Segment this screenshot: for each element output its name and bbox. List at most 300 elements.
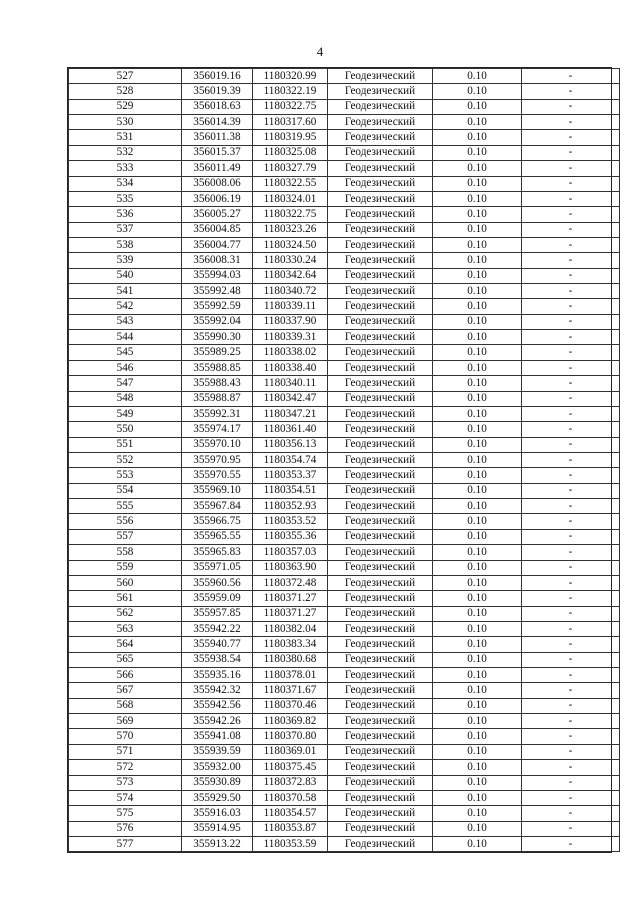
accuracy-cell: 0.10: [433, 253, 522, 268]
description-cell: -: [522, 145, 620, 160]
x-coordinate-cell: 355988.43: [182, 376, 253, 391]
y-coordinate-cell: 1180354.51: [253, 483, 328, 498]
y-coordinate-cell: 1180322.75: [253, 99, 328, 114]
x-coordinate-cell: 355942.56: [182, 698, 253, 713]
table-row: [69, 468, 620, 483]
point-number-cell: 576: [69, 821, 182, 836]
point-number-cell: 571: [69, 744, 182, 759]
point-number-cell: 577: [69, 836, 182, 851]
x-coordinate-cell: 356011.38: [182, 130, 253, 145]
table-row: [69, 775, 620, 790]
y-coordinate-cell: 1180372.48: [253, 575, 328, 590]
description-cell: -: [522, 360, 620, 375]
description-cell: -: [522, 729, 620, 744]
y-coordinate-cell: 1180355.36: [253, 529, 328, 544]
x-coordinate-cell: 355941.08: [182, 729, 253, 744]
description-cell: -: [522, 284, 620, 299]
table-row: [69, 668, 620, 683]
accuracy-cell: 0.10: [433, 468, 522, 483]
method-cell: Геодезический: [328, 744, 433, 759]
table-row: [69, 422, 620, 437]
point-number-cell: 538: [69, 237, 182, 252]
description-cell: -: [522, 606, 620, 621]
description-cell: -: [522, 790, 620, 805]
accuracy-cell: 0.10: [433, 575, 522, 590]
accuracy-cell: 0.10: [433, 560, 522, 575]
table-row: [69, 452, 620, 467]
method-cell: Геодезический: [328, 69, 433, 84]
y-coordinate-cell: 1180347.21: [253, 406, 328, 421]
point-number-cell: 570: [69, 729, 182, 744]
description-cell: -: [522, 483, 620, 498]
method-cell: Геодезический: [328, 591, 433, 606]
y-coordinate-cell: 1180353.59: [253, 836, 328, 851]
x-coordinate-cell: 355988.85: [182, 360, 253, 375]
table-row: [69, 376, 620, 391]
point-number-cell: 546: [69, 360, 182, 375]
description-cell: -: [522, 115, 620, 130]
method-cell: Геодезический: [328, 606, 433, 621]
description-cell: -: [522, 422, 620, 437]
accuracy-cell: 0.10: [433, 637, 522, 652]
y-coordinate-cell: 1180338.02: [253, 345, 328, 360]
accuracy-cell: 0.10: [433, 452, 522, 467]
point-number-cell: 558: [69, 545, 182, 560]
point-number-cell: 539: [69, 253, 182, 268]
x-coordinate-cell: 355942.26: [182, 714, 253, 729]
method-cell: Геодезический: [328, 637, 433, 652]
point-number-cell: 533: [69, 161, 182, 176]
x-coordinate-cell: 355974.17: [182, 422, 253, 437]
table-row: [69, 84, 620, 99]
y-coordinate-cell: 1180320.99: [253, 69, 328, 84]
point-number-cell: 532: [69, 145, 182, 160]
y-coordinate-cell: 1180322.75: [253, 207, 328, 222]
point-number-cell: 548: [69, 391, 182, 406]
method-cell: Геодезический: [328, 729, 433, 744]
y-coordinate-cell: 1180353.52: [253, 514, 328, 529]
table-row: [69, 437, 620, 452]
point-number-cell: 561: [69, 591, 182, 606]
point-number-cell: 529: [69, 99, 182, 114]
y-coordinate-cell: 1180371.27: [253, 606, 328, 621]
table-row: [69, 652, 620, 667]
accuracy-cell: 0.10: [433, 422, 522, 437]
y-coordinate-cell: 1180370.46: [253, 698, 328, 713]
y-coordinate-cell: 1180354.57: [253, 806, 328, 821]
accuracy-cell: 0.10: [433, 191, 522, 206]
description-cell: -: [522, 499, 620, 514]
point-number-cell: 552: [69, 452, 182, 467]
x-coordinate-cell: 356004.77: [182, 237, 253, 252]
x-coordinate-cell: 355929.50: [182, 790, 253, 805]
x-coordinate-cell: 356004.85: [182, 222, 253, 237]
method-cell: Геодезический: [328, 698, 433, 713]
x-coordinate-cell: 356015.37: [182, 145, 253, 160]
x-coordinate-cell: 355989.25: [182, 345, 253, 360]
x-coordinate-cell: 356011.49: [182, 161, 253, 176]
x-coordinate-cell: 356005.27: [182, 207, 253, 222]
x-coordinate-cell: 355992.04: [182, 314, 253, 329]
table-row: [69, 714, 620, 729]
x-coordinate-cell: 355913.22: [182, 836, 253, 851]
accuracy-cell: 0.10: [433, 775, 522, 790]
y-coordinate-cell: 1180340.72: [253, 284, 328, 299]
description-cell: -: [522, 514, 620, 529]
accuracy-cell: 0.10: [433, 437, 522, 452]
method-cell: Геодезический: [328, 499, 433, 514]
point-number-cell: 557: [69, 529, 182, 544]
coordinates-table: [67, 67, 612, 853]
y-coordinate-cell: 1180342.47: [253, 391, 328, 406]
table-row: [69, 360, 620, 375]
description-cell: -: [522, 760, 620, 775]
accuracy-cell: 0.10: [433, 207, 522, 222]
y-coordinate-cell: 1180319.95: [253, 130, 328, 145]
method-cell: Геодезический: [328, 191, 433, 206]
x-coordinate-cell: 355939.59: [182, 744, 253, 759]
point-number-cell: 562: [69, 606, 182, 621]
description-cell: -: [522, 821, 620, 836]
x-coordinate-cell: 355971.05: [182, 560, 253, 575]
method-cell: Геодезический: [328, 483, 433, 498]
description-cell: -: [522, 836, 620, 851]
point-number-cell: 566: [69, 668, 182, 683]
point-number-cell: 537: [69, 222, 182, 237]
method-cell: Геодезический: [328, 452, 433, 467]
y-coordinate-cell: 1180324.50: [253, 237, 328, 252]
accuracy-cell: 0.10: [433, 621, 522, 636]
description-cell: -: [522, 268, 620, 283]
description-cell: -: [522, 575, 620, 590]
table-row: [69, 207, 620, 222]
table-row: [69, 836, 620, 851]
table-row: [69, 499, 620, 514]
accuracy-cell: 0.10: [433, 99, 522, 114]
method-cell: Геодезический: [328, 652, 433, 667]
page-number: 4: [316, 44, 324, 59]
x-coordinate-cell: 355970.55: [182, 468, 253, 483]
y-coordinate-cell: 1180370.80: [253, 729, 328, 744]
y-coordinate-cell: 1180382.04: [253, 621, 328, 636]
description-cell: -: [522, 237, 620, 252]
method-cell: Геодезический: [328, 376, 433, 391]
y-coordinate-cell: 1180327.79: [253, 161, 328, 176]
method-cell: Геодезический: [328, 760, 433, 775]
table-row: [69, 299, 620, 314]
point-number-cell: 540: [69, 268, 182, 283]
y-coordinate-cell: 1180371.67: [253, 683, 328, 698]
accuracy-cell: 0.10: [433, 821, 522, 836]
table-row: [69, 621, 620, 636]
table-row: [69, 806, 620, 821]
description-cell: -: [522, 668, 620, 683]
method-cell: Геодезический: [328, 529, 433, 544]
point-number-cell: 554: [69, 483, 182, 498]
method-cell: Геодезический: [328, 299, 433, 314]
table-row: [69, 115, 620, 130]
x-coordinate-cell: 355988.87: [182, 391, 253, 406]
description-cell: -: [522, 176, 620, 191]
accuracy-cell: 0.10: [433, 391, 522, 406]
description-cell: -: [522, 207, 620, 222]
point-number-cell: 527: [69, 69, 182, 84]
x-coordinate-cell: 355992.31: [182, 406, 253, 421]
table-row: [69, 268, 620, 283]
accuracy-cell: 0.10: [433, 652, 522, 667]
x-coordinate-cell: 356018.63: [182, 99, 253, 114]
description-cell: -: [522, 99, 620, 114]
table-row: [69, 145, 620, 160]
y-coordinate-cell: 1180322.55: [253, 176, 328, 191]
x-coordinate-cell: 355930.89: [182, 775, 253, 790]
x-coordinate-cell: 355992.48: [182, 284, 253, 299]
description-cell: -: [522, 376, 620, 391]
description-cell: -: [522, 452, 620, 467]
method-cell: Геодезический: [328, 714, 433, 729]
table-row: [69, 575, 620, 590]
accuracy-cell: 0.10: [433, 744, 522, 759]
table-row: [69, 545, 620, 560]
accuracy-cell: 0.10: [433, 406, 522, 421]
description-cell: -: [522, 222, 620, 237]
point-number-cell: 543: [69, 314, 182, 329]
method-cell: Геодезический: [328, 437, 433, 452]
x-coordinate-cell: 355965.55: [182, 529, 253, 544]
accuracy-cell: 0.10: [433, 115, 522, 130]
accuracy-cell: 0.10: [433, 790, 522, 805]
x-coordinate-cell: 355942.32: [182, 683, 253, 698]
method-cell: Геодезический: [328, 790, 433, 805]
x-coordinate-cell: 356008.31: [182, 253, 253, 268]
method-cell: Геодезический: [328, 668, 433, 683]
x-coordinate-cell: 355916.03: [182, 806, 253, 821]
accuracy-cell: 0.10: [433, 591, 522, 606]
x-coordinate-cell: 355966.75: [182, 514, 253, 529]
table-row: [69, 514, 620, 529]
accuracy-cell: 0.10: [433, 222, 522, 237]
description-cell: -: [522, 652, 620, 667]
method-cell: Геодезический: [328, 422, 433, 437]
y-coordinate-cell: 1180317.60: [253, 115, 328, 130]
table-row: [69, 253, 620, 268]
point-number-cell: 572: [69, 760, 182, 775]
y-coordinate-cell: 1180340.11: [253, 376, 328, 391]
table-row: [69, 529, 620, 544]
accuracy-cell: 0.10: [433, 836, 522, 851]
method-cell: Геодезический: [328, 545, 433, 560]
description-cell: -: [522, 437, 620, 452]
method-cell: Геодезический: [328, 176, 433, 191]
description-cell: -: [522, 560, 620, 575]
method-cell: Геодезический: [328, 345, 433, 360]
x-coordinate-cell: 355914.95: [182, 821, 253, 836]
y-coordinate-cell: 1180322.19: [253, 84, 328, 99]
description-cell: -: [522, 468, 620, 483]
x-coordinate-cell: 355932.00: [182, 760, 253, 775]
description-cell: -: [522, 299, 620, 314]
table-row: [69, 237, 620, 252]
method-cell: Геодезический: [328, 99, 433, 114]
point-number-cell: 550: [69, 422, 182, 437]
table-row: [69, 790, 620, 805]
method-cell: Геодезический: [328, 130, 433, 145]
y-coordinate-cell: 1180357.03: [253, 545, 328, 560]
y-coordinate-cell: 1180325.08: [253, 145, 328, 160]
accuracy-cell: 0.10: [433, 499, 522, 514]
x-coordinate-cell: 355938.54: [182, 652, 253, 667]
accuracy-cell: 0.10: [433, 268, 522, 283]
point-number-cell: 545: [69, 345, 182, 360]
description-cell: -: [522, 130, 620, 145]
x-coordinate-cell: 355957.85: [182, 606, 253, 621]
y-coordinate-cell: 1180324.01: [253, 191, 328, 206]
point-number-cell: 530: [69, 115, 182, 130]
y-coordinate-cell: 1180375.45: [253, 760, 328, 775]
accuracy-cell: 0.10: [433, 545, 522, 560]
accuracy-cell: 0.10: [433, 514, 522, 529]
table-row: [69, 130, 620, 145]
description-cell: -: [522, 591, 620, 606]
accuracy-cell: 0.10: [433, 683, 522, 698]
description-cell: -: [522, 545, 620, 560]
table-row: [69, 284, 620, 299]
table-row: [69, 821, 620, 836]
x-coordinate-cell: 355967.84: [182, 499, 253, 514]
method-cell: Геодезический: [328, 268, 433, 283]
y-coordinate-cell: 1180337.90: [253, 314, 328, 329]
description-cell: -: [522, 806, 620, 821]
y-coordinate-cell: 1180371.27: [253, 591, 328, 606]
accuracy-cell: 0.10: [433, 237, 522, 252]
method-cell: Геодезический: [328, 621, 433, 636]
method-cell: Геодезический: [328, 560, 433, 575]
point-number-cell: 535: [69, 191, 182, 206]
y-coordinate-cell: 1180342.64: [253, 268, 328, 283]
accuracy-cell: 0.10: [433, 299, 522, 314]
table-row: [69, 729, 620, 744]
x-coordinate-cell: 355935.16: [182, 668, 253, 683]
accuracy-cell: 0.10: [433, 483, 522, 498]
accuracy-cell: 0.10: [433, 376, 522, 391]
method-cell: Геодезический: [328, 84, 433, 99]
accuracy-cell: 0.10: [433, 606, 522, 621]
accuracy-cell: 0.10: [433, 360, 522, 375]
method-cell: Геодезический: [328, 330, 433, 345]
description-cell: -: [522, 84, 620, 99]
accuracy-cell: 0.10: [433, 145, 522, 160]
point-number-cell: 569: [69, 714, 182, 729]
y-coordinate-cell: 1180370.58: [253, 790, 328, 805]
x-coordinate-cell: 355965.83: [182, 545, 253, 560]
point-number-cell: 563: [69, 621, 182, 636]
method-cell: Геодезический: [328, 145, 433, 160]
description-cell: -: [522, 637, 620, 652]
point-number-cell: 574: [69, 790, 182, 805]
table-row: [69, 683, 620, 698]
y-coordinate-cell: 1180353.37: [253, 468, 328, 483]
point-number-cell: 541: [69, 284, 182, 299]
y-coordinate-cell: 1180369.01: [253, 744, 328, 759]
accuracy-cell: 0.10: [433, 330, 522, 345]
point-number-cell: 528: [69, 84, 182, 99]
point-number-cell: 542: [69, 299, 182, 314]
method-cell: Геодезический: [328, 284, 433, 299]
table-row: [69, 406, 620, 421]
accuracy-cell: 0.10: [433, 345, 522, 360]
method-cell: Геодезический: [328, 683, 433, 698]
table-row: [69, 760, 620, 775]
accuracy-cell: 0.10: [433, 176, 522, 191]
y-coordinate-cell: 1180323.26: [253, 222, 328, 237]
accuracy-cell: 0.10: [433, 806, 522, 821]
table-row: [69, 69, 620, 84]
point-number-cell: 551: [69, 437, 182, 452]
table-row: [69, 606, 620, 621]
table-row: [69, 483, 620, 498]
y-coordinate-cell: 1180352.93: [253, 499, 328, 514]
table-row: [69, 391, 620, 406]
y-coordinate-cell: 1180361.40: [253, 422, 328, 437]
description-cell: -: [522, 529, 620, 544]
x-coordinate-cell: 355940.77: [182, 637, 253, 652]
x-coordinate-cell: 355960.56: [182, 575, 253, 590]
x-coordinate-cell: 355970.95: [182, 452, 253, 467]
table-row: [69, 222, 620, 237]
x-coordinate-cell: 356019.16: [182, 69, 253, 84]
method-cell: Геодезический: [328, 237, 433, 252]
table-row: [69, 637, 620, 652]
point-number-cell: 575: [69, 806, 182, 821]
accuracy-cell: 0.10: [433, 529, 522, 544]
description-cell: -: [522, 69, 620, 84]
description-cell: -: [522, 253, 620, 268]
y-coordinate-cell: 1180353.87: [253, 821, 328, 836]
description-cell: -: [522, 330, 620, 345]
accuracy-cell: 0.10: [433, 714, 522, 729]
x-coordinate-cell: 355990.30: [182, 330, 253, 345]
method-cell: Геодезический: [328, 514, 433, 529]
method-cell: Геодезический: [328, 775, 433, 790]
description-cell: -: [522, 775, 620, 790]
y-coordinate-cell: 1180338.40: [253, 360, 328, 375]
description-cell: -: [522, 683, 620, 698]
method-cell: Геодезический: [328, 468, 433, 483]
point-number-cell: 553: [69, 468, 182, 483]
x-coordinate-cell: 355994.03: [182, 268, 253, 283]
x-coordinate-cell: 355969.10: [182, 483, 253, 498]
description-cell: -: [522, 314, 620, 329]
x-coordinate-cell: 355942.22: [182, 621, 253, 636]
table-row: [69, 314, 620, 329]
table-row: [69, 99, 620, 114]
point-number-cell: 547: [69, 376, 182, 391]
table-row: [69, 345, 620, 360]
accuracy-cell: 0.10: [433, 69, 522, 84]
point-number-cell: 564: [69, 637, 182, 652]
table-row: [69, 744, 620, 759]
y-coordinate-cell: 1180372.83: [253, 775, 328, 790]
method-cell: Геодезический: [328, 314, 433, 329]
description-cell: -: [522, 191, 620, 206]
method-cell: Геодезический: [328, 207, 433, 222]
description-cell: -: [522, 345, 620, 360]
method-cell: Геодезический: [328, 821, 433, 836]
x-coordinate-cell: 355970.10: [182, 437, 253, 452]
point-number-cell: 555: [69, 499, 182, 514]
x-coordinate-cell: 355959.09: [182, 591, 253, 606]
method-cell: Геодезический: [328, 836, 433, 851]
